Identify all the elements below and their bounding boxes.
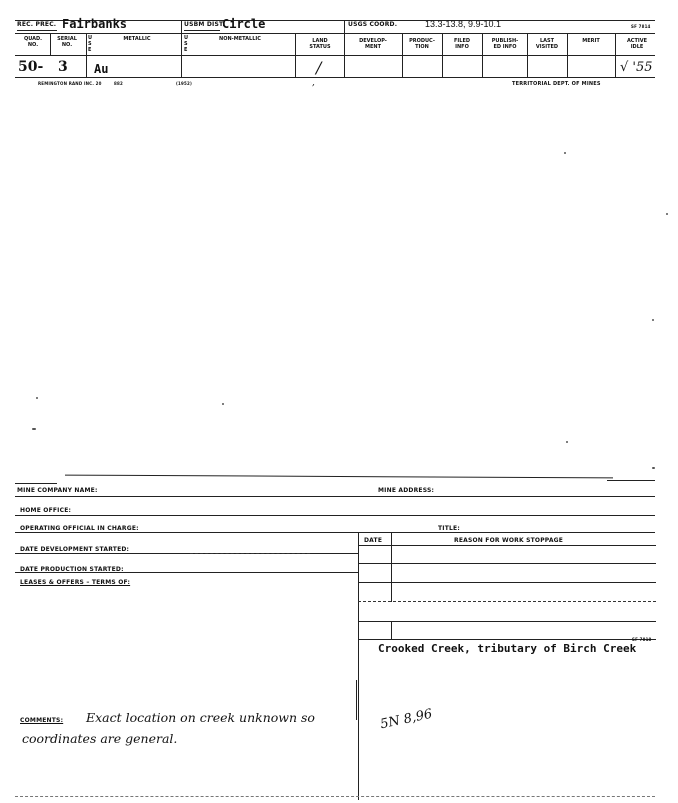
record-metallic: Au xyxy=(94,62,109,76)
lower-rule-left xyxy=(15,483,57,484)
record-land-status: / xyxy=(316,58,322,77)
rec-prec-value: Fairbanks xyxy=(62,17,128,31)
rule-development-dash xyxy=(190,553,310,554)
record-serial-no: 3 xyxy=(58,59,68,75)
comments-line-2: coordinates are general. xyxy=(22,731,178,746)
col-active-idle: ACTIVE IDLE xyxy=(626,38,648,50)
date-production-label: DATE PRODUCTION STARTED: xyxy=(20,566,124,573)
divider-quad xyxy=(50,33,51,55)
rule-stoppage-hdr xyxy=(358,545,656,546)
divider-date-col xyxy=(391,532,392,602)
col-use-nonmetallic: U S E xyxy=(184,35,189,53)
divider-usbm xyxy=(181,20,182,78)
rule-company xyxy=(15,496,655,497)
usbm-dist-value: Circle xyxy=(222,17,266,31)
speck xyxy=(566,441,568,443)
date-development-label: DATE DEVELOPMENT STARTED: xyxy=(20,546,130,553)
rule-location xyxy=(358,639,656,640)
col-non-metallic: NON-METALLIC xyxy=(219,36,261,42)
footer-mark: , xyxy=(312,78,315,88)
rec-prec-underline xyxy=(17,30,57,31)
speck xyxy=(222,403,224,405)
col-quad-no: QUAD. NO. xyxy=(23,36,43,48)
comments-line-1: Exact location on creek unknown so xyxy=(86,710,315,725)
lower-top-rule xyxy=(65,475,613,479)
usbm-dist-label: USBM DIST. xyxy=(184,21,225,28)
lower-rule-right xyxy=(607,480,655,481)
home-office-label: HOME OFFICE: xyxy=(20,507,72,514)
rule-operating xyxy=(15,532,655,533)
rule-stoppage-1 xyxy=(358,563,656,564)
speck xyxy=(32,428,36,430)
form-number-top: SF 7814 xyxy=(631,24,651,29)
col-last-visited: LAST VISITED xyxy=(535,38,559,50)
title-label: TITLE: xyxy=(438,525,460,532)
rule-location-top xyxy=(358,621,656,622)
operating-official-label: OPERATING OFFICIAL IN CHARGE: xyxy=(20,525,139,532)
rule-stoppage-2 xyxy=(358,582,656,583)
divider-comments xyxy=(356,680,357,720)
footer-code: 882 xyxy=(114,81,123,86)
divider-location xyxy=(391,621,392,639)
usgs-coord-label: USGS COORD. xyxy=(348,21,398,28)
divider-center xyxy=(358,532,359,800)
header-rule-bottom xyxy=(15,77,655,78)
location-typed: Crooked Creek, tributary of Birch Creek xyxy=(378,642,637,655)
usgs-coord-value: 13.3-13.8, 9.9-10.1 xyxy=(425,19,502,29)
rule-home-office xyxy=(15,515,655,516)
footer-printer: REMINGTON RAND INC. 20 xyxy=(38,81,102,86)
header-rule-2 xyxy=(15,33,655,34)
rule-production xyxy=(15,572,358,573)
speck xyxy=(652,319,654,321)
footer-code2: (1952) xyxy=(176,81,192,86)
rec-prec-label: REC. PREC. xyxy=(17,21,57,28)
col-production: PRODUC- TION xyxy=(409,38,435,50)
col-use-metallic: U S E xyxy=(88,35,93,53)
footer-department: TERRITORIAL DEPT. OF MINES xyxy=(512,81,601,87)
reason-for-work-stoppage-label: REASON FOR WORK STOPPAGE xyxy=(454,537,564,544)
side-note: 5N 8,96 xyxy=(379,706,434,733)
bottom-edge xyxy=(15,796,655,797)
speck xyxy=(36,397,38,399)
col-development: DEVELOP- MENT xyxy=(359,38,387,50)
usbm-underline xyxy=(184,30,220,31)
col-filed-info: FILED INFO xyxy=(453,38,471,50)
date-col-label: DATE xyxy=(364,537,383,544)
col-serial-no: SERIAL NO. xyxy=(57,36,77,48)
record-active-idle: √ '55 xyxy=(620,60,653,75)
header-rule-3 xyxy=(15,55,655,56)
speck xyxy=(564,152,566,154)
form-number-bottom: SF 7818 xyxy=(632,637,652,642)
col-metallic: METALLIC xyxy=(123,36,151,42)
speck xyxy=(666,213,668,215)
divider-usgs xyxy=(344,20,345,34)
mine-company-name-label: MINE COMPANY NAME: xyxy=(17,487,98,494)
col-published-info: PUBLISH- ED INFO xyxy=(491,38,519,50)
mine-address-label: MINE ADDRESS: xyxy=(378,487,435,494)
leases-offers-label: LEASES & OFFERS – TERMS OF: xyxy=(20,579,131,586)
rule-stoppage-3 xyxy=(358,601,656,602)
record-quad-no: 50- xyxy=(18,59,44,75)
speck xyxy=(652,467,655,469)
col-merit: MERIT xyxy=(582,38,600,44)
comments-label: COMMENTS: xyxy=(20,717,64,724)
col-land-status: LAND STATUS xyxy=(309,38,331,50)
